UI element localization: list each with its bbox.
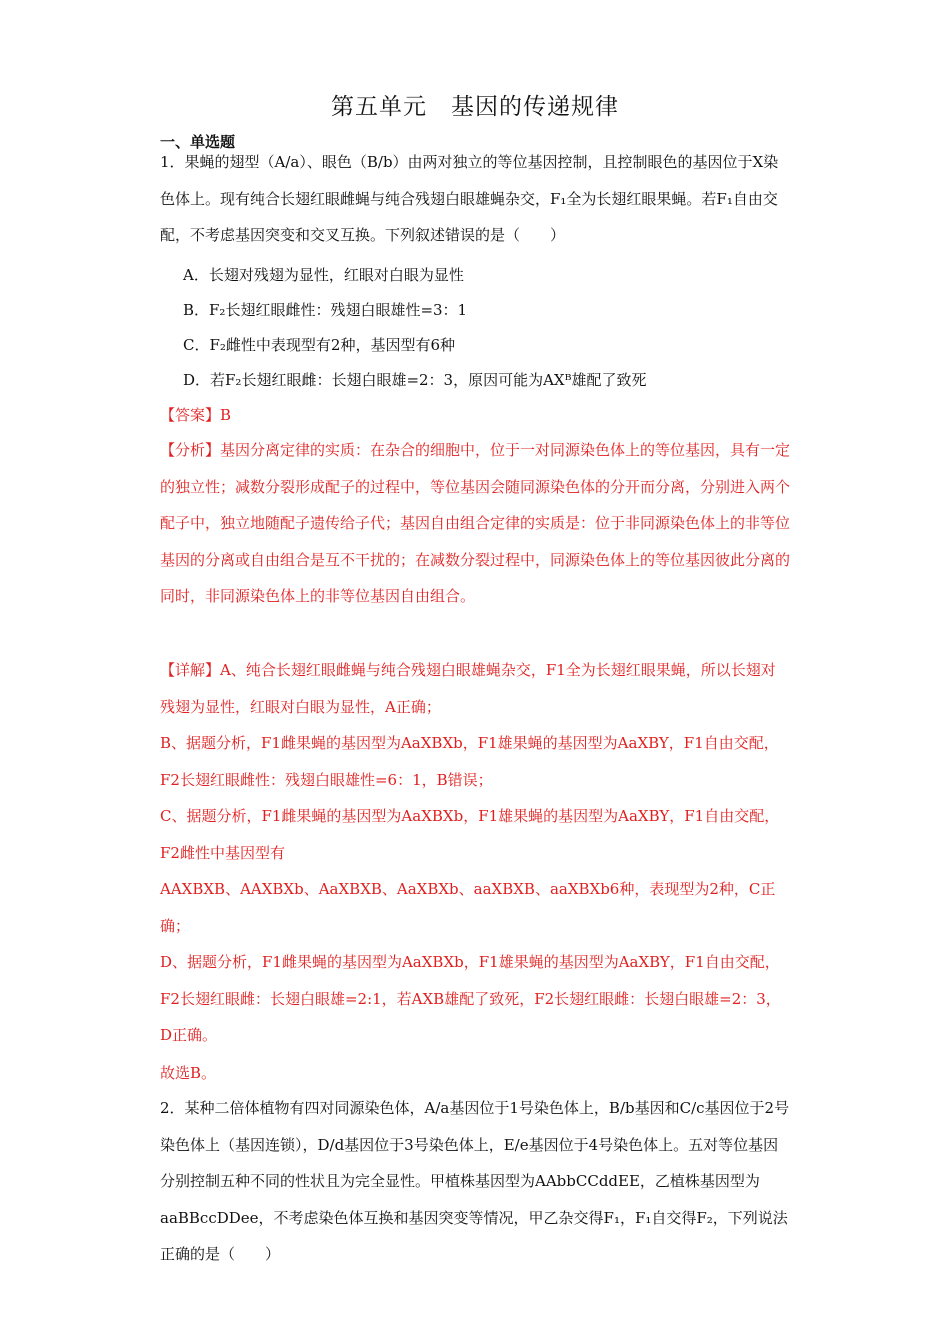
page-title: 第五单元 基因的传递规律	[331, 94, 619, 120]
question-1-detail-c-genotypes: AAXBXB、AAXBXb、AaXBXB、AaXBXb、aaXBXB、aaXBXb6种，表现型为2种，C正确；	[160, 880, 776, 935]
question-1-option-c: C．F₂雌性中表现型有2种，基因型有6种	[183, 336, 455, 354]
question-1-detail-a: 【详解】A、纯合长翅红眼雌蝇与纯合残翅白眼雄蝇杂交，F1全为长翅红眼果蝇，所以长翅对残翅为显性，红眼对白眼为显性，A正确；	[160, 661, 776, 716]
question-1-stem: 1．果蝇的翅型（A/a）、眼色（B/b）由两对独立的等位基因控制，且控制眼色的基因位于X染色体上。现有纯合长翅红眼雌蝇与纯合残翅白眼雄蝇杂交，F₁全为长翅红眼果蝇。若F₁自由交配，不考虑基因突变和交叉互换。下列叙述错误的是（ ）	[160, 153, 779, 244]
question-1-detail-c: C、据题分析，F1雌果蝇的基因型为AaXBXb，F1雄果蝇的基因型为AaXBY，F1自由交配，F2雌性中基因型有	[160, 807, 780, 862]
question-1-detail-d: D、据题分析，F1雌果蝇的基因型为AaXBXb，F1雄果蝇的基因型为AaXBY，F1自由交配，F2长翅红眼雌：长翅白眼雄=2:1，若AXB雄配了致死，F2长翅红眼雌：长翅白眼雄=2：3，D正确。	[160, 953, 781, 1044]
question-1-conclusion: 故选B。	[160, 1064, 217, 1082]
question-1-option-d: D．若F₂长翅红眼雌：长翅白眼雄=2：3，原因可能为AXᴮ雄配了致死	[183, 371, 647, 389]
question-2-stem: 2．某种二倍体植物有四对同源染色体，A/a基因位于1号染色体上，B/b基因和C/c基因位于2号染色体上（基因连锁），D/d基因位于3号染色体上，E/e基因位于4号染色体上。五对等位基因分别控制五种不同的性状且为完全显性。甲植株基因型为AAbbCCddEE，乙植株基因型为aaBBccDDee，不考虑染色体互换和基因突变等情况，甲乙杂交得F₁，F₁自交得F₂，下列说法正确的是（ ）	[160, 1099, 790, 1263]
question-1-option-b: B．F₂长翅红眼雌性：残翅白眼雄性=3：1	[183, 301, 468, 319]
question-1-option-a: A．长翅对残翅为显性，红眼对白眼为显性	[183, 266, 464, 284]
question-1-detail-b: B、据题分析，F1雌果蝇的基因型为AaXBXb，F1雄果蝇的基因型为AaXBY，F1自由交配，F2长翅红眼雌性：残翅白眼雄性=6：1，B错误；	[160, 734, 779, 789]
section-heading: 一、单选题	[160, 133, 236, 151]
question-1-analysis: 【分析】基因分离定律的实质：在杂合的细胞中，位于一对同源染色体上的等位基因，具有一定的独立性；减数分裂形成配子的过程中，等位基因会随同源染色体的分开而分离，分别进入两个配子中，独立地随配子遗传给子代；基因自由组合定律的实质是：位于非同源染色体上的非等位基因的分离或自由组合是互不干扰的；在减数分裂过程中，同源染色体上的等位基因彼此分离的同时，非同源染色体上的非等位基因自由组合。	[160, 441, 791, 605]
question-1-answer: 【答案】B	[160, 406, 232, 424]
